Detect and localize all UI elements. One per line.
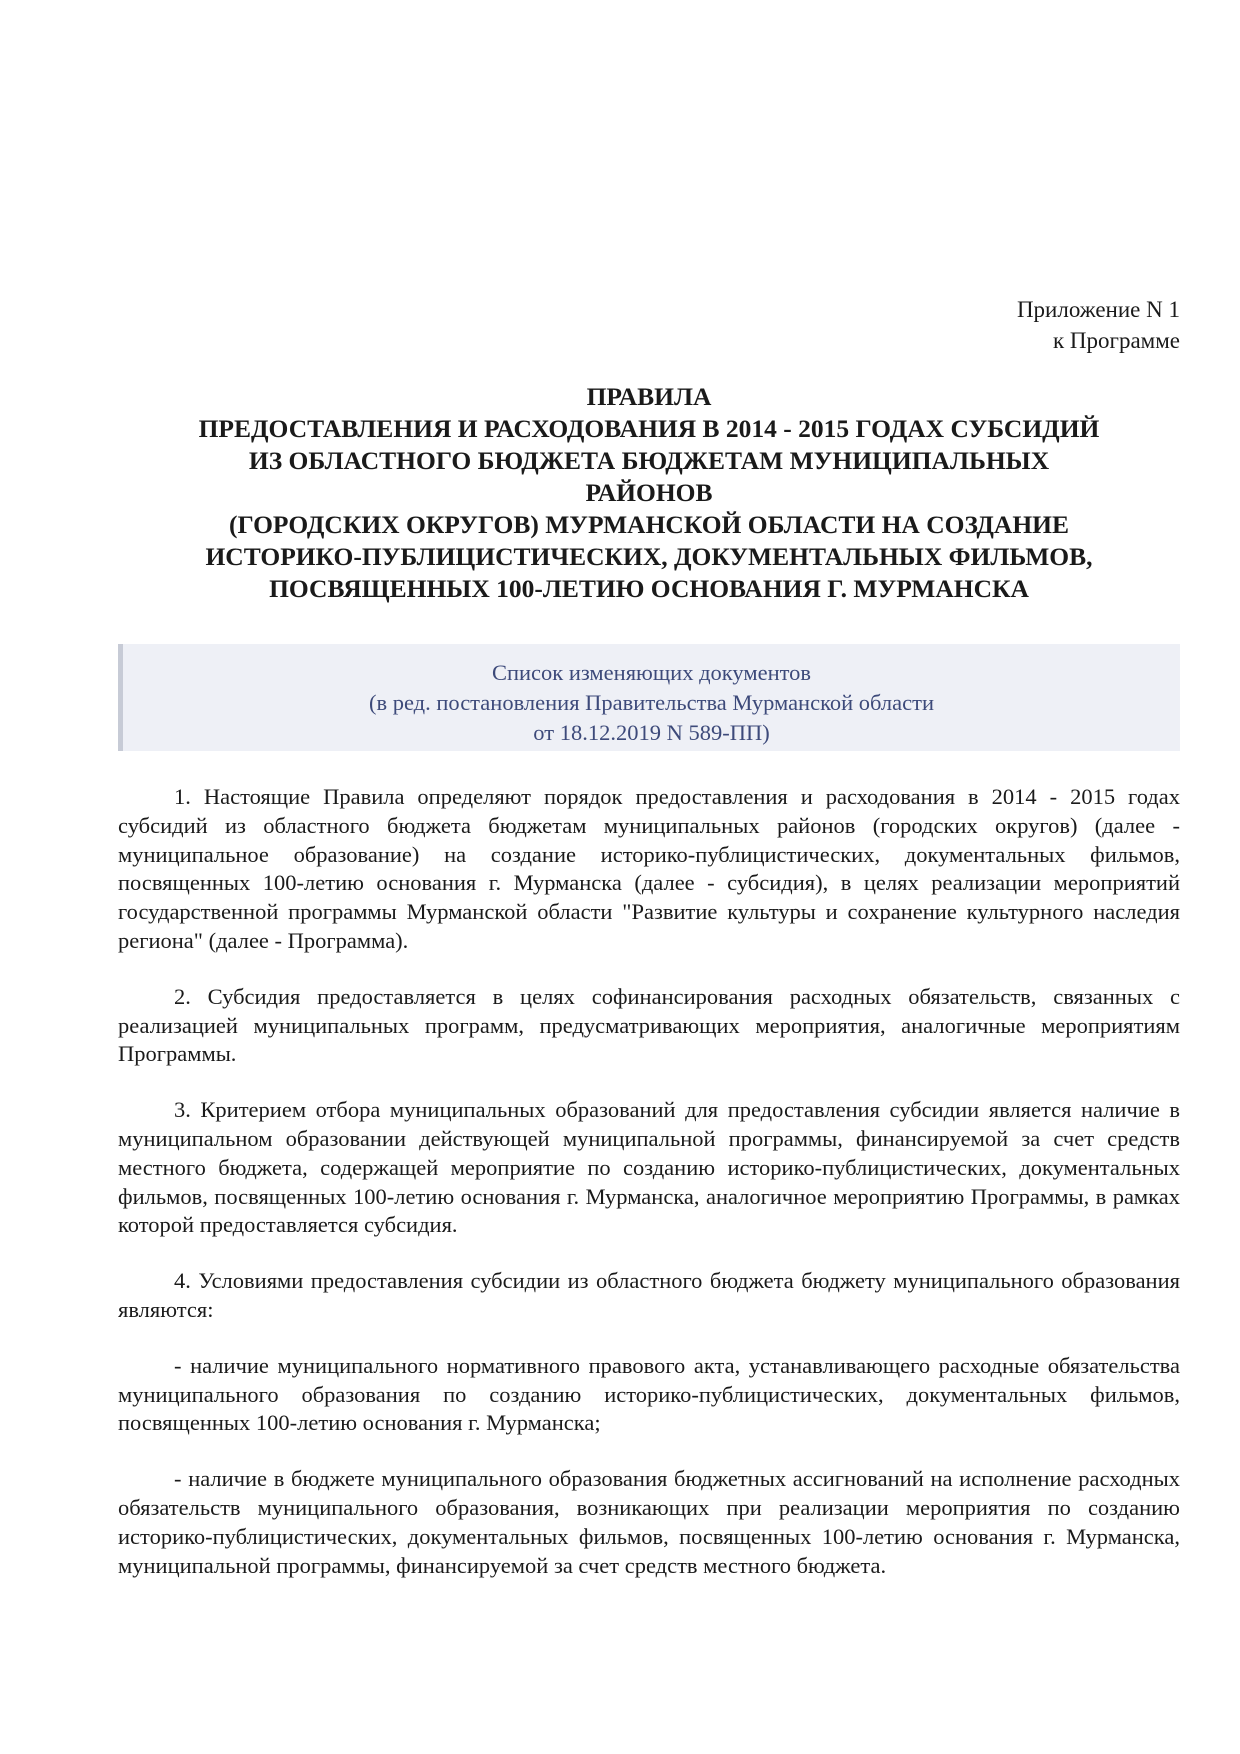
title-line: ПРЕДОСТАВЛЕНИЯ И РАСХОДОВАНИЯ В 2014 - 2015 ГОДАХ СУБСИДИЙ <box>198 414 1100 443</box>
amendments-line: (в ред. постановления Правительства Мурманской области <box>368 690 935 715</box>
amendments-box <box>118 644 1180 751</box>
title-line: ПОСВЯЩЕННЫХ 100-ЛЕТИЮ ОСНОВАНИЯ Г. МУРМАНСКА <box>269 574 1029 603</box>
paragraph-4: 4. Условиями предоставления субсидии из областного бюджета бюджету муниципального образования являются: <box>118 1268 1180 1322</box>
title-line: РАЙОНОВ <box>585 478 713 507</box>
document-body <box>118 783 1180 1607</box>
paragraph-3: 3. Критерием отбора муниципальных образований для предоставления субсидии является наличие в муниципальном образовании действующей муниципальной программы, финансируемой за счет средств местного бюджета, содержащей мероприятие по созданию историко-публицистических, документальных фильмов, посвященных 100-летию основания г. Мурманска, аналогичное мероприятию Программы, в рамках которой предоставляется субсидия. <box>118 1097 1180 1238</box>
amendments-line: от 18.12.2019 N 589-ПП) <box>533 720 770 745</box>
title-line: ИЗ ОБЛАСТНОГО БЮДЖЕТА БЮДЖЕТАМ МУНИЦИПАЛЬНЫХ <box>248 446 1050 475</box>
appendix-reference <box>1017 294 1180 356</box>
title-line: ПРАВИЛА <box>586 382 712 411</box>
document-title <box>118 381 1180 605</box>
appendix-number: Приложение N 1 <box>1016 297 1180 322</box>
paragraph-1: 1. Настоящие Правила определяют порядок предоставления и расходования в 2014 - 2015 годах субсидий из областного бюджета бюджетам муниципальных районов (городских округов) (далее - муниципальное образование) на создание историко-публицистических, документальных фильмов, посвященных 100-летию основания г. Мурманска (далее - субсидия), в целях реализации мероприятий государственной программы Мурманской области "Развитие культуры и сохранение культурного наследия региона" (далее - Программа). <box>118 784 1180 953</box>
amendments-heading: Список изменяющих документов <box>491 660 812 685</box>
appendix-target: к Программе <box>1053 328 1180 353</box>
title-line: (ГОРОДСКИХ ОКРУГОВ) МУРМАНСКОЙ ОБЛАСТИ НА СОЗДАНИЕ <box>228 510 1070 539</box>
paragraph-2: 2. Субсидия предоставляется в целях софинансирования расходных обязательств, связанных с реализацией муниципальных программ, предусматривающих мероприятия, аналогичные мероприятиям Программы. <box>118 983 1180 1067</box>
paragraph-4-condition-1: - наличие муниципального нормативного правового акта, устанавливающего расходные обязательства муниципального образования по созданию историко-публицистических, документальных фильмов, посвященных 100-летию основания г. Мурманска; <box>118 1352 1180 1436</box>
paragraph-4-condition-2: - наличие в бюджете муниципального образования бюджетных ассигнований на исполнение расходных обязательств муниципального образования, возникающих при реализации мероприятия по созданию историко-публицистических, документальных фильмов, посвященных 100-летию основания г. Мурманска, муниципальной программы, финансируемой за счет средств местного бюджета. <box>118 1466 1180 1578</box>
title-line: ИСТОРИКО-ПУБЛИЦИСТИЧЕСКИХ, ДОКУМЕНТАЛЬНЫХ ФИЛЬМОВ, <box>205 542 1093 571</box>
